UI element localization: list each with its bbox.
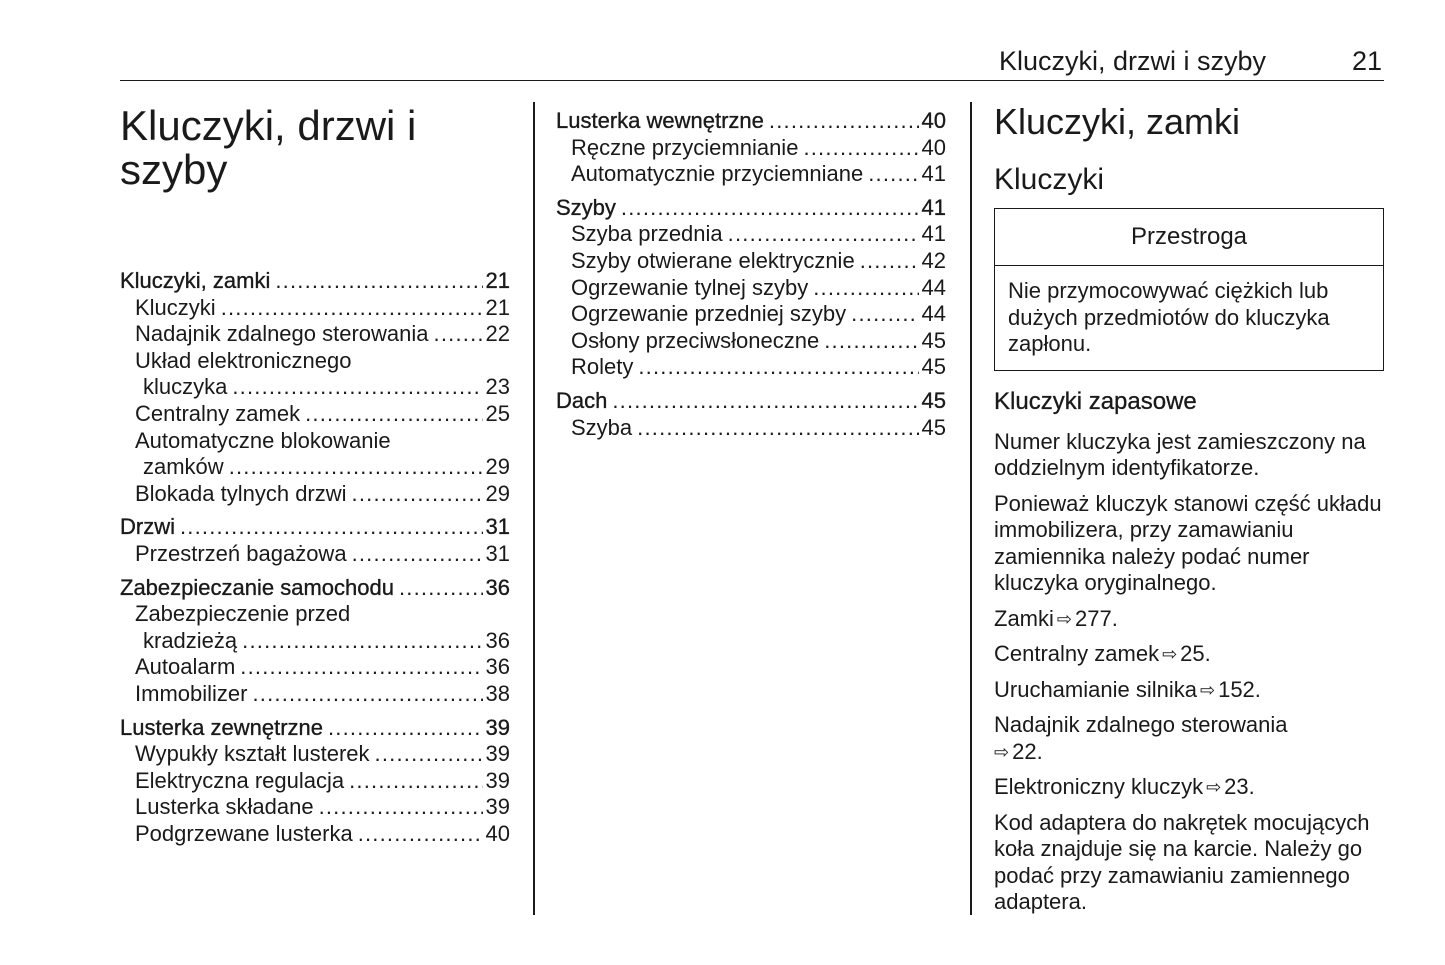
toc-label: Autoalarm bbox=[135, 654, 236, 680]
content-column bbox=[994, 100, 1384, 925]
toc-label: Kluczyki bbox=[135, 294, 216, 320]
toc-leader bbox=[375, 741, 483, 768]
toc-entry[interactable] bbox=[120, 654, 510, 681]
toc-page: 45 bbox=[921, 327, 946, 353]
toc-label: Automatycznie przyciemniane bbox=[571, 161, 864, 187]
subsection-heading: Kluczyki bbox=[994, 163, 1105, 196]
toc-group bbox=[120, 575, 510, 708]
toc-column-2 bbox=[556, 108, 946, 448]
reference-page[interactable]: 277. bbox=[1074, 605, 1118, 631]
toc-page: 31 bbox=[485, 514, 510, 540]
toc-entry[interactable] bbox=[556, 248, 946, 275]
paragraph: Numer kluczyka jest zamieszczony na oddzielnym identyfikatorze. bbox=[994, 428, 1366, 480]
toc-entry[interactable] bbox=[120, 768, 510, 795]
toc-page: 44 bbox=[921, 301, 946, 327]
toc-leader bbox=[328, 715, 483, 742]
toc-leader bbox=[637, 415, 918, 442]
toc-page: 31 bbox=[485, 540, 510, 566]
toc-page: 36 bbox=[485, 654, 510, 680]
toc-leader bbox=[252, 681, 482, 708]
toc-entry[interactable] bbox=[120, 741, 510, 768]
toc-group bbox=[556, 195, 946, 381]
toc-entry[interactable] bbox=[556, 275, 946, 302]
toc-page: 29 bbox=[485, 454, 510, 480]
cross-reference[interactable] bbox=[994, 606, 1384, 633]
toc-label: Blokada tylnych drzwi bbox=[135, 480, 347, 506]
toc-page: 44 bbox=[921, 274, 946, 300]
toc-page: 41 bbox=[921, 194, 946, 220]
toc-entry[interactable] bbox=[120, 321, 510, 348]
toc-group bbox=[120, 715, 510, 848]
toc-leader bbox=[434, 321, 483, 348]
toc-leader bbox=[612, 388, 918, 415]
toc-page: 40 bbox=[921, 134, 946, 160]
toc-page: 21 bbox=[485, 294, 510, 320]
toc-entry[interactable] bbox=[120, 401, 510, 428]
outline-right-arrow-icon: ⇨ bbox=[1199, 679, 1216, 700]
toc-entry[interactable] bbox=[556, 415, 946, 442]
toc-label: Zabezpieczenie przed bbox=[135, 601, 351, 627]
toc-column-1 bbox=[120, 100, 510, 854]
toc-group bbox=[120, 514, 510, 567]
toc-leader bbox=[240, 654, 482, 681]
toc-entry[interactable] bbox=[120, 794, 510, 821]
toc-entry[interactable] bbox=[556, 161, 946, 188]
toc-leader bbox=[769, 108, 919, 135]
toc-entry[interactable] bbox=[120, 715, 510, 742]
chapter-title bbox=[120, 104, 510, 192]
toc-label: Wypukły kształt lusterek bbox=[135, 741, 370, 767]
toc-page: 45 bbox=[921, 414, 946, 440]
toc-leader bbox=[180, 514, 483, 541]
reference-text: Elektroniczny kluczyk bbox=[994, 774, 1204, 799]
toc-leader bbox=[399, 575, 483, 602]
reference-text: Uruchamianie silnika bbox=[994, 676, 1197, 702]
toc-leader bbox=[221, 295, 483, 322]
toc-group bbox=[120, 268, 510, 507]
toc-page: 40 bbox=[921, 108, 946, 133]
toc-entry[interactable] bbox=[120, 821, 510, 848]
reference-text: Nadajnik zdalnego sterowania bbox=[994, 712, 1288, 737]
cross-reference[interactable] bbox=[994, 774, 1384, 801]
toc-page: 41 bbox=[921, 161, 946, 187]
toc-label: Nadajnik zdalnego sterowania bbox=[135, 321, 429, 347]
toc-label: kradzieżą bbox=[143, 627, 238, 653]
toc-page: 39 bbox=[485, 714, 510, 740]
toc-page: 39 bbox=[485, 794, 510, 820]
toc-page: 38 bbox=[485, 680, 510, 706]
outline-right-arrow-icon: ⇨ bbox=[1162, 644, 1178, 664]
toc-label: Szyby otwierane elektrycznie bbox=[571, 247, 855, 273]
reference-page[interactable]: 152. bbox=[1218, 676, 1261, 702]
toc-entry[interactable] bbox=[120, 481, 510, 508]
reference-page[interactable]: 25. bbox=[1180, 641, 1211, 666]
column-divider bbox=[533, 102, 535, 915]
chapter-title-line2: szyby bbox=[120, 146, 228, 193]
toc-page: 39 bbox=[485, 767, 510, 793]
toc-label: Kluczyki, zamki bbox=[120, 268, 271, 293]
cross-reference[interactable] bbox=[994, 677, 1384, 704]
toc-label: kluczyka bbox=[143, 374, 228, 400]
caution-heading: Przestroga bbox=[995, 209, 1383, 266]
toc-entry[interactable] bbox=[556, 388, 946, 415]
reference-text: Centralny zamek bbox=[994, 641, 1160, 666]
toc-label: zamków bbox=[143, 454, 224, 480]
toc-label: Dach bbox=[556, 387, 608, 413]
toc-page: 36 bbox=[485, 574, 510, 600]
toc-label: Lusterka zewnętrzne bbox=[120, 714, 323, 740]
toc-leader bbox=[728, 221, 919, 248]
toc-label: Szyba przednia bbox=[571, 221, 723, 247]
toc-entry[interactable] bbox=[120, 428, 510, 481]
section-heading: Kluczyki, zamki bbox=[994, 101, 1241, 142]
toc-page: 23 bbox=[485, 374, 510, 400]
toc-leader bbox=[305, 401, 482, 428]
toc-label: Automatyczne blokowanie bbox=[135, 427, 391, 453]
toc-page: 21 bbox=[485, 268, 510, 293]
spare-keys-heading: Kluczyki zapasowe bbox=[994, 387, 1197, 415]
toc-group bbox=[556, 108, 946, 188]
toc-leader bbox=[813, 275, 918, 302]
toc-label: Podgrzewane lusterka bbox=[135, 820, 353, 846]
reference-page[interactable]: 22. bbox=[1012, 738, 1043, 764]
toc-label: Immobilizer bbox=[135, 680, 248, 706]
toc-entry[interactable] bbox=[556, 328, 946, 355]
toc-label: Układ elektronicznego bbox=[135, 347, 352, 373]
page-number: 21 bbox=[1351, 46, 1382, 76]
paragraph: Kod adaptera do nakrętek mocujących koła znajduje się na karcie. Należy go podać przy zamawianiu zamiennego adaptera. bbox=[994, 809, 1370, 914]
toc-leader bbox=[352, 541, 483, 568]
toc-entry[interactable] bbox=[120, 295, 510, 322]
toc-label: Rolety bbox=[571, 354, 634, 380]
toc-entry[interactable] bbox=[556, 108, 946, 135]
toc-leader bbox=[621, 195, 919, 222]
chapter-title-line1: Kluczyki, drzwi i bbox=[120, 102, 417, 149]
column-divider bbox=[970, 102, 972, 915]
toc-group bbox=[556, 388, 946, 441]
paragraph: Ponieważ kluczyk stanowi część układu immobilizera, przy zamawianiu zamiennika należy podać numer kluczyka oryginalnego. bbox=[994, 490, 1382, 595]
toc-page: 45 bbox=[921, 387, 946, 413]
toc-label: Drzwi bbox=[120, 514, 175, 540]
toc-leader bbox=[229, 454, 483, 481]
toc-entry[interactable] bbox=[120, 268, 510, 295]
toc-label: Szyba bbox=[571, 414, 633, 440]
outline-right-arrow-icon: ⇨ bbox=[994, 741, 1010, 762]
toc-leader bbox=[358, 821, 483, 848]
toc-entry[interactable] bbox=[120, 348, 510, 401]
toc-entry[interactable] bbox=[556, 301, 946, 328]
toc-leader bbox=[352, 481, 483, 508]
toc-label: Lusterka składane bbox=[135, 794, 314, 820]
toc-label: Lusterka wewnętrzne bbox=[556, 108, 764, 133]
toc-entry[interactable] bbox=[120, 514, 510, 541]
caution-box bbox=[994, 208, 1384, 371]
toc-leader bbox=[851, 301, 918, 328]
toc-label: Elektryczna regulacja bbox=[135, 767, 345, 793]
toc-page: 25 bbox=[485, 400, 510, 426]
toc-entry[interactable] bbox=[120, 541, 510, 568]
outline-right-arrow-icon: ⇨ bbox=[1056, 608, 1072, 629]
toc-entry[interactable] bbox=[556, 354, 946, 381]
toc-entry[interactable] bbox=[120, 601, 510, 654]
toc-leader bbox=[349, 768, 482, 795]
toc-page: 22 bbox=[485, 321, 510, 347]
toc-page: 42 bbox=[921, 247, 946, 273]
toc-entry[interactable] bbox=[120, 575, 510, 602]
reference-page[interactable]: 23. bbox=[1224, 774, 1255, 799]
toc-label: Ogrzewanie tylnej szyby bbox=[571, 274, 809, 300]
toc-label: Ręczne przyciemnianie bbox=[571, 134, 799, 160]
toc-leader bbox=[319, 794, 483, 821]
toc-label: Osłony przeciwsłoneczne bbox=[571, 327, 820, 353]
toc-page: 40 bbox=[485, 820, 510, 846]
outline-right-arrow-icon: ⇨ bbox=[1206, 777, 1222, 797]
toc-page: 36 bbox=[485, 627, 510, 653]
toc-label: Przestrzeń bagażowa bbox=[135, 540, 347, 566]
toc-entry[interactable] bbox=[120, 681, 510, 708]
toc-label: Zabezpieczanie samochodu bbox=[120, 574, 394, 600]
cross-reference[interactable] bbox=[994, 641, 1384, 668]
caution-text: Nie przymocowywać ciężkich lub dużych przedmiotów do kluczyka zapłonu. bbox=[1008, 278, 1330, 356]
toc-leader bbox=[242, 628, 482, 655]
toc-page: 45 bbox=[921, 354, 946, 380]
toc-entry[interactable] bbox=[556, 135, 946, 162]
toc-page: 39 bbox=[485, 741, 510, 767]
toc-leader bbox=[860, 248, 919, 275]
toc-leader bbox=[638, 354, 918, 381]
toc-page: 41 bbox=[921, 221, 946, 247]
reference-text: Zamki bbox=[994, 605, 1054, 631]
toc-entry[interactable] bbox=[556, 221, 946, 248]
running-header-title: Kluczyki, drzwi i szyby bbox=[998, 46, 1266, 76]
toc-leader bbox=[803, 135, 918, 162]
cross-reference[interactable] bbox=[994, 712, 1384, 765]
toc-leader bbox=[275, 268, 482, 295]
toc-label: Centralny zamek bbox=[135, 400, 301, 426]
toc-leader bbox=[232, 374, 482, 401]
running-header bbox=[120, 40, 1384, 81]
table-of-contents bbox=[120, 268, 510, 847]
toc-entry[interactable] bbox=[556, 195, 946, 222]
toc-leader bbox=[824, 328, 918, 355]
toc-leader bbox=[868, 161, 918, 188]
toc-page: 29 bbox=[485, 480, 510, 506]
toc-label: Szyby bbox=[556, 194, 616, 220]
toc-label: Ogrzewanie przedniej szyby bbox=[571, 301, 847, 327]
